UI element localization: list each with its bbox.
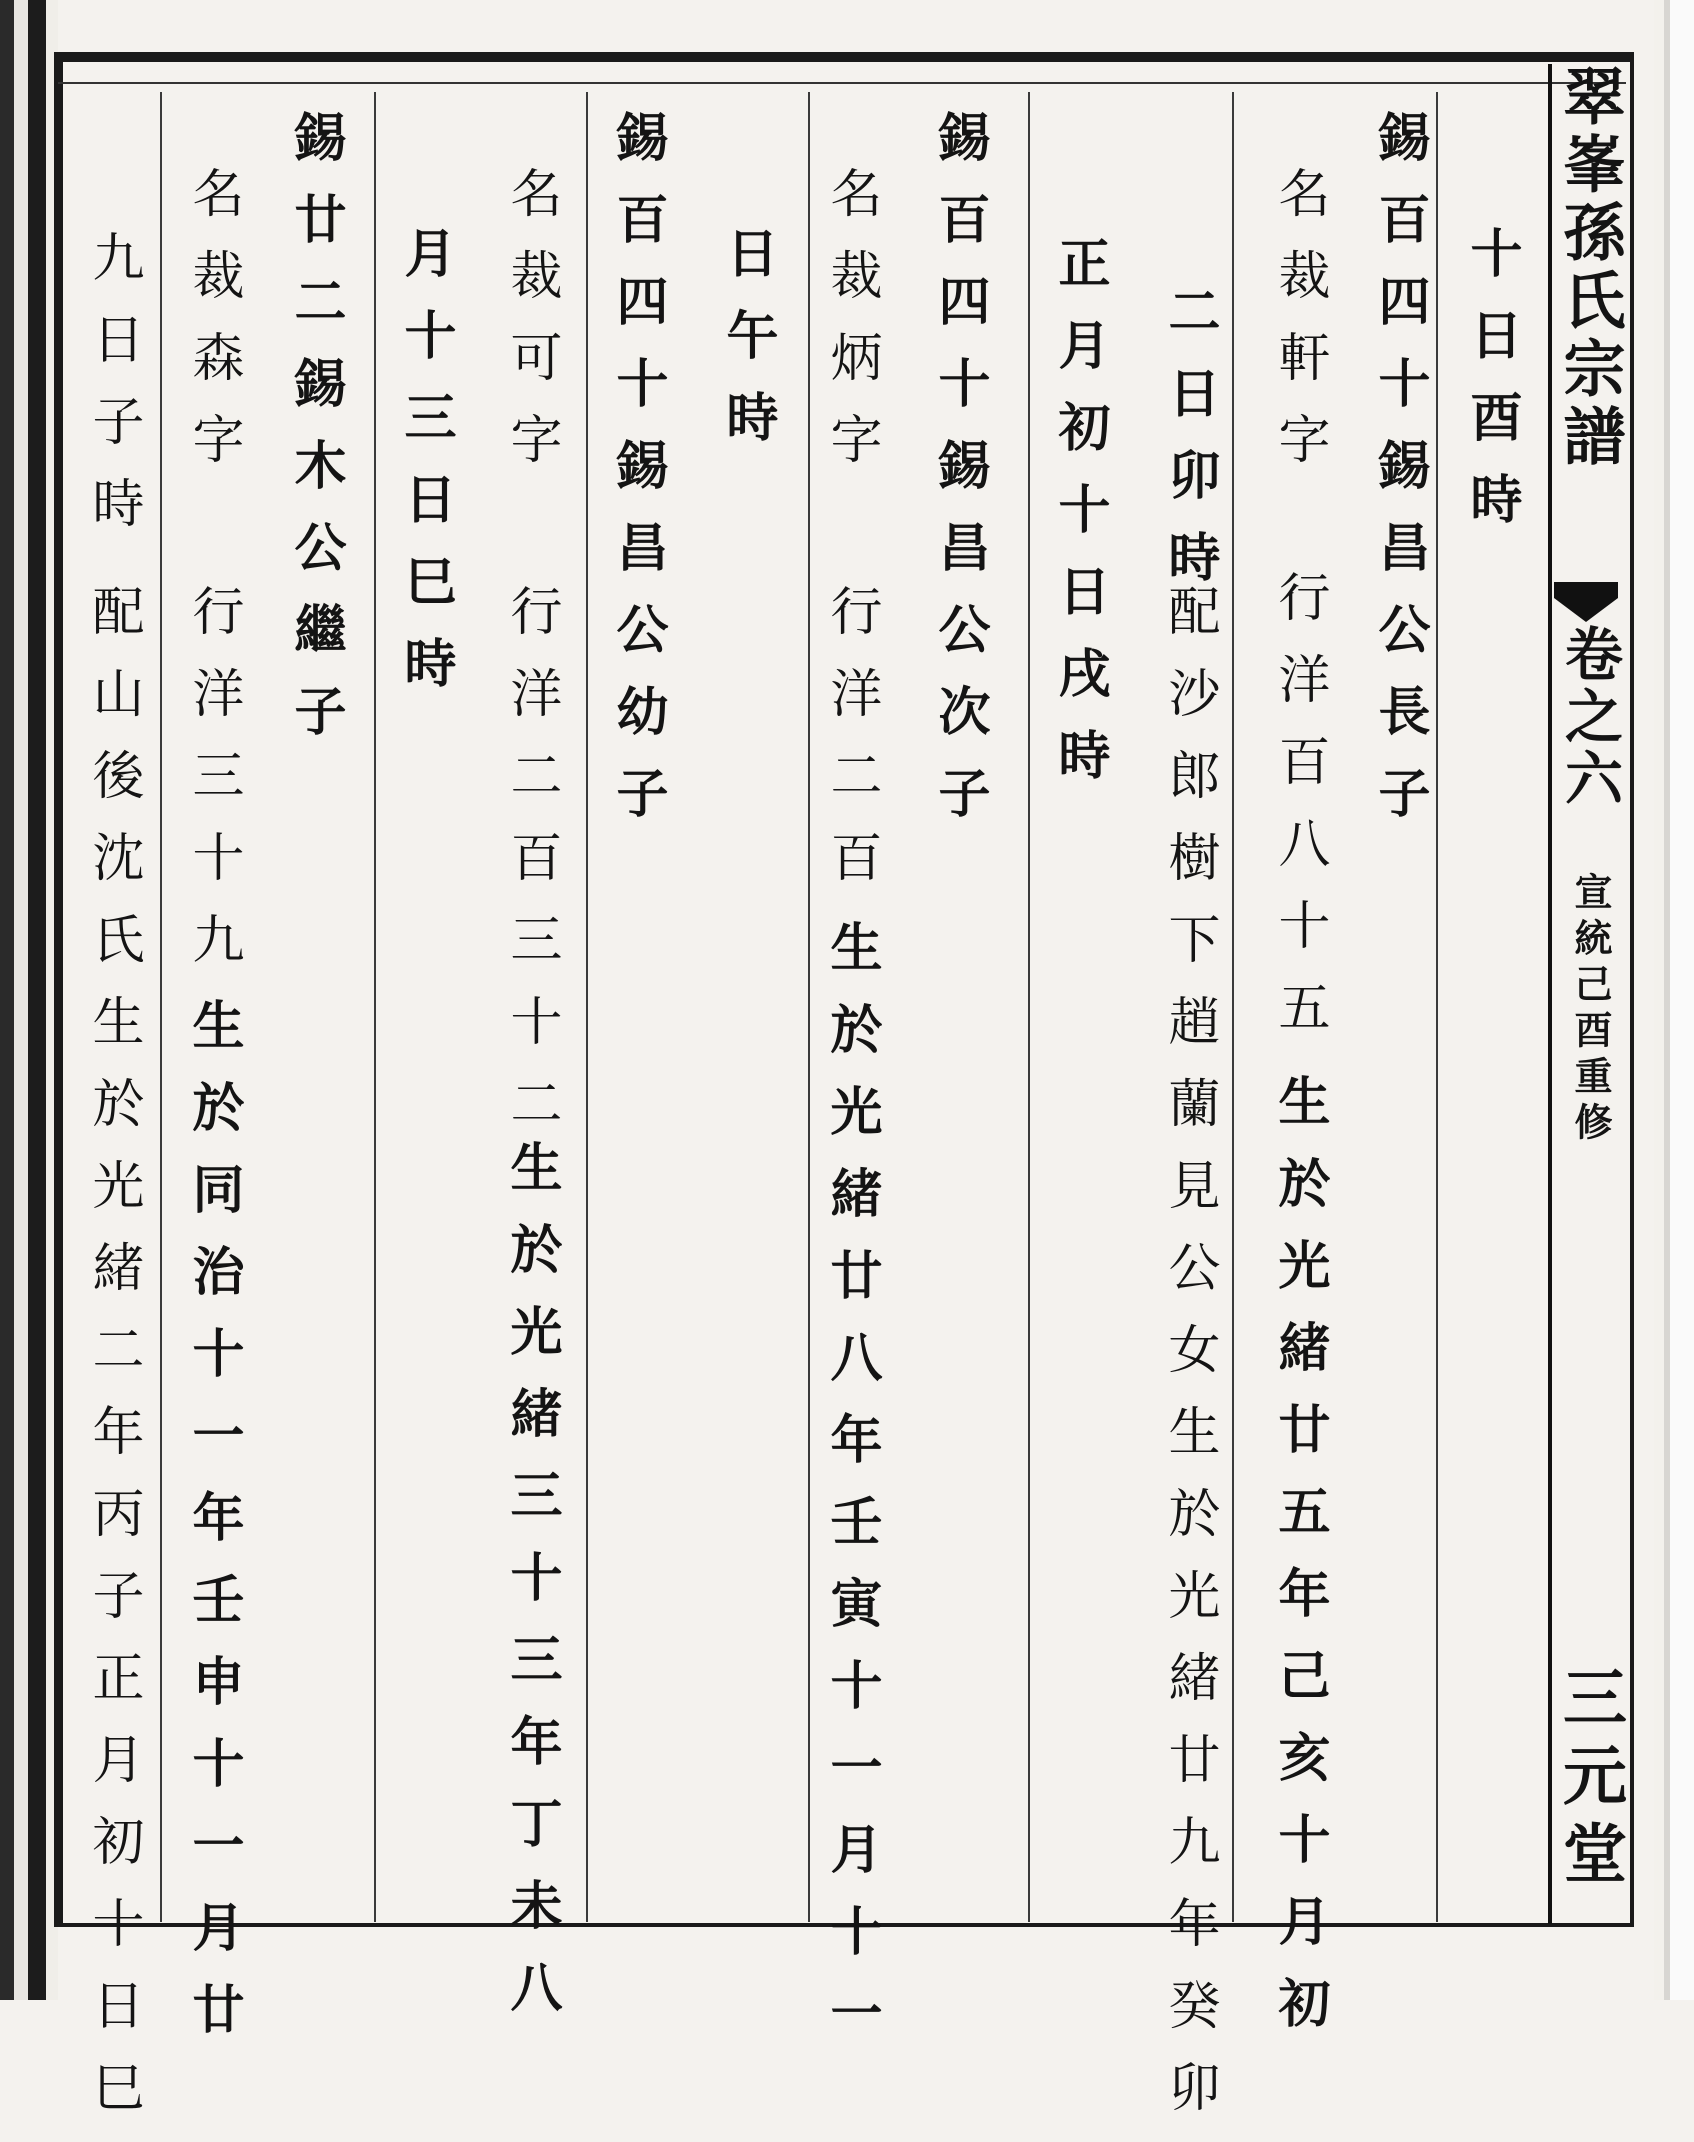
genealogy-title: 翠峯孫氏宗譜	[1553, 64, 1626, 472]
text-column: 行洋三十九	[183, 584, 243, 994]
hall-name: 三元堂	[1552, 1664, 1627, 1898]
text-column: 行洋二百	[821, 584, 881, 912]
text-column: 錫百四十錫昌公次子	[929, 110, 990, 848]
text-column: 生於光緒廿五年己亥十月初	[1269, 1074, 1330, 2058]
text-column: 月十三日巳時	[395, 226, 456, 718]
column-divider	[1232, 92, 1234, 1922]
text-column: 日午時	[717, 226, 778, 472]
text-column: 行洋百八十五	[1269, 570, 1329, 1062]
column-divider	[160, 92, 162, 1922]
text-column: 錫百四十錫昌公幼子	[607, 110, 668, 848]
fishtail-mark	[1554, 582, 1618, 622]
text-column: 錫廿二錫木公繼子	[285, 110, 346, 766]
book-spine-right	[1654, 0, 1694, 2000]
text-column: 配沙郎樹下趙蘭見公女生於光緒廿九年癸卯	[1159, 584, 1219, 2142]
text-column: 行洋二百三十二	[501, 584, 561, 1158]
text-column: 生於光緒廿八年壬寅十一月十一	[821, 920, 882, 2068]
text-column: 配山後沈氏生於光緒二年丙子正月初十日巳	[83, 584, 143, 2142]
text-column: 生於同治十一年壬申十一月廿	[183, 998, 244, 2064]
text-column: 名裁可字	[501, 166, 561, 494]
column-divider	[586, 92, 588, 1922]
book-spine-left	[0, 0, 58, 2000]
column-divider	[808, 92, 810, 1922]
text-column: 名裁炳字	[821, 166, 881, 494]
text-column: 九日子時	[83, 230, 143, 558]
column-divider	[374, 92, 376, 1922]
column-divider	[1436, 92, 1438, 1922]
volume-label: 卷之六	[1555, 624, 1623, 810]
text-column: 正月初十日戌時	[1049, 236, 1110, 810]
text-column: 十日酉時	[1461, 226, 1522, 554]
edition-note: 宣統己酉重修	[1568, 872, 1613, 1148]
page-banner	[1552, 64, 1626, 1924]
text-column: 名裁森字	[183, 166, 243, 494]
text-column: 二日卯時	[1159, 284, 1220, 612]
text-column: 錫百四十錫昌公長子	[1369, 110, 1430, 848]
text-column: 名裁軒字	[1269, 166, 1329, 494]
column-divider	[1028, 92, 1030, 1922]
text-column: 生於光緒三十三年丁未八	[501, 1140, 562, 2042]
